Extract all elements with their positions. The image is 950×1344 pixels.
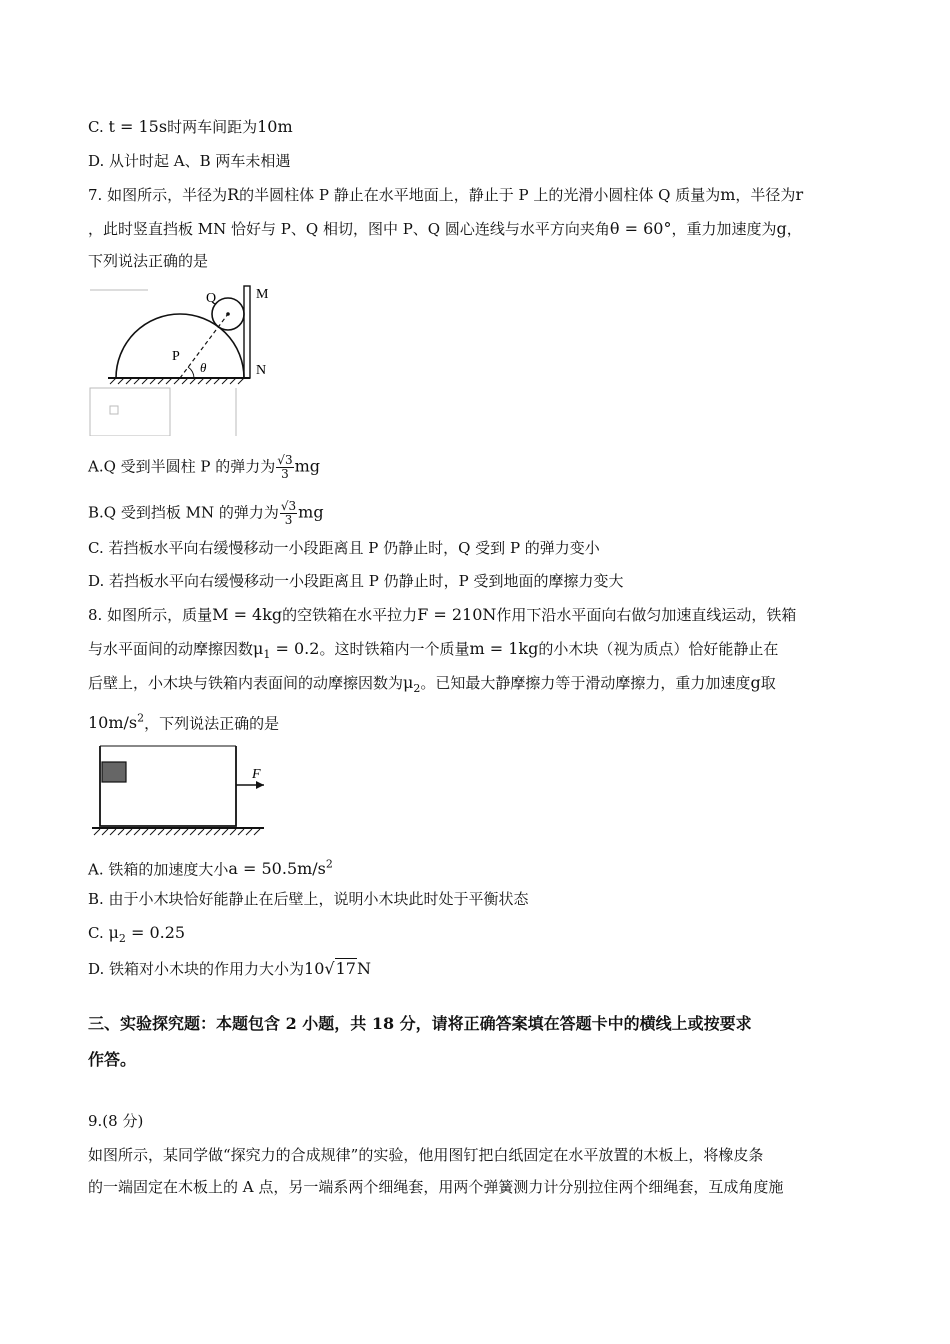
q8-label-F: F: [252, 767, 261, 782]
q8-stem-text: 8. 如图所示，质量: [88, 606, 213, 624]
section3-heading-line2: 作答。: [88, 1050, 137, 1069]
mu-subscript: 1: [263, 648, 271, 662]
q8-stem-text: 。已知最大静摩擦力等于滑动摩擦力，重力加速度: [420, 674, 751, 692]
q7-stem-line2: [88, 218, 802, 240]
q8-stem-line3: [88, 672, 776, 700]
q8-mass-M: M = 4kg: [212, 605, 283, 624]
q8-option-a-text: A. 铁箱的加速度大小: [88, 860, 229, 879]
q8-stem-text: 的小木块（视为质点）恰好能静止在: [538, 640, 779, 658]
q7-option-b: [88, 500, 324, 527]
mu-value: = 0.2: [270, 639, 320, 658]
q7-label-P: P: [172, 349, 180, 364]
q7-option-b-mg: mg: [298, 502, 324, 522]
q8-option-d: [88, 958, 371, 980]
q8-option-c: [88, 922, 185, 950]
q7-scan-artifacts: [90, 290, 236, 436]
q7-angle-arc: [188, 367, 194, 378]
q6-option-c-time: t = 15s: [108, 117, 168, 136]
q7-option-a-fraction: [276, 454, 293, 481]
q8-mu1: [253, 639, 320, 662]
q7-gravity-g: g: [776, 219, 787, 238]
q7-mass-m: m: [720, 185, 736, 204]
q7-stem-text: 的半圆柱体 P 静止在水平地面上，静止于 P 上的光滑小圆柱体 Q 质量为: [239, 186, 721, 204]
fraction-numerator: √3: [280, 499, 297, 513]
q9-title: 9.(8 分): [88, 1112, 144, 1130]
q7-option-b-fraction: [280, 500, 297, 527]
q7-figure: [88, 280, 288, 436]
q7-option-c: C. 若挡板水平向右缓慢移动一小段距离且 P 仍静止时，Q 受到 P 的弹力变小: [88, 539, 600, 557]
q8-option-d-math: [304, 958, 371, 978]
q8-stem-text: 作用下沿水平面向右做匀加速直线运动，铁箱: [496, 606, 797, 624]
q7-radius-R: R: [227, 185, 240, 204]
q8-stem-text: 取: [760, 674, 776, 692]
q8-mass-m: m = 1kg: [469, 639, 539, 658]
q8-stem-line2: [88, 638, 778, 666]
mu-value: = 0.25: [125, 923, 186, 942]
q8-stem-text: 的空铁箱在水平拉力: [282, 606, 418, 624]
q7-angle-theta: θ = 60°: [609, 219, 672, 238]
fraction-denominator: 3: [281, 467, 289, 481]
q8-gravity-value: [88, 713, 144, 732]
mu-symbol: μ: [253, 639, 264, 658]
q7-option-a-mg: mg: [294, 456, 320, 476]
q6-option-c: [88, 116, 293, 138]
q9-stem-line2: 的一端固定在木板上的 A 点，另一端系两个细绳套，用两个弹簧测力计分别拉住两个细绳套，互成角度施: [88, 1178, 784, 1196]
q8-option-c-math: [108, 923, 186, 946]
mu-symbol: μ: [108, 923, 119, 942]
section3-heading-line1: 三、实验探究题：本题包含 2 小题，共 18 分，请将正确答案填在答题卡中的横线上或按要求: [88, 1014, 752, 1033]
acceleration-superscript: 2: [325, 858, 333, 871]
q6-option-c-text: 时两车间距为: [167, 118, 258, 136]
gravity-superscript: 2: [137, 712, 145, 725]
fraction-numerator: √3: [277, 453, 293, 467]
q8-stem-text: 后壁上，小木块与铁箱内表面间的动摩擦因数为: [88, 674, 404, 692]
q7-option-b-text: B.Q 受到挡板 MN 的弹力为: [88, 503, 279, 522]
acceleration-value: a = 50.5m/s: [228, 859, 326, 879]
q7-stem-text: ，半径为: [735, 186, 796, 204]
gravity-value-text: 10m/s: [88, 713, 138, 733]
q7-board-MN: [244, 286, 250, 378]
q8-stem-text: ，下列说法正确的是: [144, 714, 280, 733]
q6-option-d: D. 从计时起 A、B 两车未相遇: [88, 152, 291, 170]
q7-label-N: N: [256, 363, 267, 378]
q7-stem-line3: 下列说法正确的是: [88, 252, 209, 270]
q8-figure: [88, 740, 268, 838]
sqrt-symbol: √: [324, 959, 335, 978]
q8-ground-hatching: [94, 829, 260, 835]
q8-stem-line1: [88, 604, 796, 626]
mu-subscript: 2: [118, 932, 126, 946]
q7-option-d: D. 若挡板水平向右缓慢移动一小段距离且 P 仍静止时，P 受到地面的摩擦力变大: [88, 572, 624, 590]
sqrt-radicand: 17: [335, 959, 356, 978]
force-unit: N: [356, 959, 371, 978]
mu-symbol: μ: [403, 673, 414, 692]
q7-label-Q: Q: [206, 291, 217, 306]
q7-stem-text: ，重力加速度为: [671, 220, 777, 238]
q7-option-a-text: A.Q 受到半圆柱 P 的弹力为: [88, 457, 276, 476]
fraction-denominator: 3: [284, 513, 293, 527]
q7-stem-text: ，此时竖直挡板 MN 恰好与 P、Q 相切，图中 P、Q 圆心连线与水平方向夹角: [88, 220, 610, 238]
q8-stem-text: 与水平面间的动摩擦因数: [88, 640, 254, 658]
q7-option-a: [88, 454, 320, 481]
q7-half-cylinder-P: [116, 314, 244, 378]
q7-label-M: M: [256, 287, 269, 302]
mu-subscript: 2: [413, 682, 421, 696]
q8-stem-line4: [88, 708, 279, 734]
q8-force-arrow-head: [256, 781, 264, 789]
q8-mu2: [403, 673, 421, 696]
force-coefficient: 10: [304, 959, 325, 978]
q8-wood-block: [102, 762, 126, 782]
q7-stem-text: ，: [786, 220, 802, 238]
q8-option-c-prefix: C.: [88, 924, 109, 942]
q6-option-c-prefix: C.: [88, 118, 109, 136]
q8-gravity-g: g: [750, 673, 761, 692]
q7-radius-r: r: [795, 185, 804, 204]
q8-iron-box: [100, 746, 236, 826]
q8-stem-text: 。这时铁箱内一个质量: [319, 640, 470, 658]
q7-stem-line1: [88, 184, 803, 206]
q8-option-a: [88, 854, 333, 880]
q8-option-a-math: [228, 859, 333, 878]
q8-option-d-text: D. 铁箱对小木块的作用力大小为: [88, 960, 305, 978]
q7-stem-text: 7. 如图所示，半径为: [88, 186, 228, 204]
q7-label-theta: θ: [200, 360, 207, 375]
q9-stem-line1: 如图所示，某同学做“探究力的合成规律”的实验，他用图钉把白纸固定在水平放置的木板上，将橡皮条: [88, 1146, 764, 1164]
q6-option-c-distance: 10m: [257, 117, 293, 136]
q8-force-F: F = 210N: [417, 605, 497, 624]
q8-option-b: B. 由于小木块恰好能静止在后壁上，说明小木块此时处于平衡状态: [88, 890, 529, 908]
